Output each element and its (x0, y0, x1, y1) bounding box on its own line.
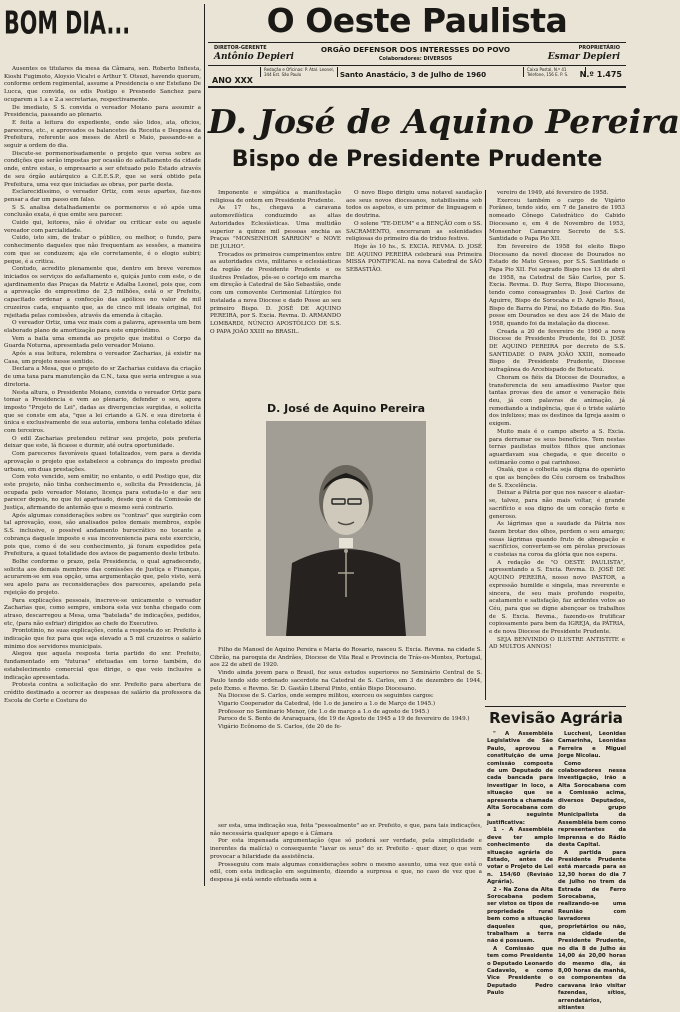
bishop-photo (266, 421, 426, 636)
left-column-paragraph: Vem a baila uma emenda ao projeto que institui o Corpo da Guarda Noturna, apresentada pelo vereador Moiano. (4, 336, 201, 351)
agraria-column-1 (487, 731, 553, 887)
bio-paragraph: Paroco de S. Bento de Araraquara, (de 19 de Agosto de 1945 a 19 de fevereiro de 1949.) (210, 716, 482, 724)
agraria-paragraph: 1 - A Assembléia deve ter amplo conhecimento da situação agrária do Estado, antes de votar o Projeto de Lei n. 154/60 (Revisão Agrária). (487, 827, 553, 886)
left-column-paragraph: E feita a leitura do expediente, onde são lidos, ata, oficios, pareceres, etc., e aprovados os balancetes da Receita e Despesa da Prefeitura, referente aos meses de Abril e Maio, passando-se a seguir a ordem do dia. (4, 120, 201, 151)
left-column-paragraph: De imediato, S S. convida o vereador Moiano para assumir a Presidencia, passando ao plenario. (4, 105, 201, 120)
left-column-paragraph: Com voto vencido, sem emitir, no entanto, o edil Postigo que, diz este projeto, não tinha conhecimento e, solicita da Presidencia, já ocupada pelo vereador Moiano, licença para estuda-lo e dar seu parecer depois, no que foi aparteado, desde que é da Comissão de Justiça, afirmando de antemão que o mesmo será contrario. (4, 474, 201, 513)
article-paragraph: Por esta impensada argumentação (que só poderá ser verdade, pela simplicidade e inerentes da malícia) o consequente "lavar os seus" do sr. Prefeito - quer dizer, o que vem provocar a hilaridade da assistência. (210, 838, 482, 861)
director-label: DIRETOR-GERENTE (214, 45, 267, 51)
article-paragraph: A redação de "O OESTE PAULISTA", apresentando a S. Excia. Revma. D. JOSÉ DE AQUINO PEREIRA, nosso novo PASTOR, a expressão humilde e singela, mas reverente e sincera, de seu mais profundo respeito, acatamento e satisfação, faz ardentes votos ao Céu, para que se digne abençoar os trabalhos de S. Excia. Revma., fazendo-os frutificar copiosamente para bem da IGREJA, da PÁTRIA, e de nova Diocese de Presidente Prudente. (489, 560, 625, 637)
article-paragraph: vereiro de 1949, até fevereiro de 1958. (489, 190, 625, 198)
column-divider (204, 4, 205, 886)
bio-paragraph: Na Diocese de S. Carlos, onde sempre militou, exerceu os seguintes cargos: (210, 693, 482, 701)
office-address: Redação e Oficinas: P. Atal. Leonel, 344 Est. São Paulo (260, 67, 338, 77)
dateline-top-rule (208, 65, 626, 66)
director-name: Antônio Depieri (214, 52, 294, 62)
photo-title: D. José de Aquino Pereira (210, 402, 482, 416)
left-column-paragraph: Após algumas considerações sobre os "contras" que surgirão com tal aprovação, esse, são analisados pelos demais membros, expõe S.S. inclusive, o possivel andamento burocrático no tocante a cobrança daquele imposto e sua inconveniencia para este exercicio, pois que, como é de seu conhecimento, já foram expedidos pela Prefeitura, a quasi totalidade dos avisos de pagamento deste tributo. (4, 513, 201, 559)
agraria-paragraph: " A Assembléia Legislativa de São Paulo, aprovou a constituição de uma comissão composta de um Deputado de cada bancada para investigar in loco, a situação que se apresenta a chamada Alta Sorocabana com a seguinte justificativa: (487, 731, 553, 827)
article-column-1 (210, 190, 341, 400)
bio-text (210, 647, 482, 819)
agraria-paragraph: 2 - Na Zona da Alta Sorocabana podem ser vistos os tipos de propriedade rural bem como a situação daqueles que, trabalham a terra não é possuem. (487, 887, 553, 946)
article-paragraph: As lágrimas que a saudade da Pátria nos fazem brotar dos olhos, perdem o seu amargo; essas lágrimas quando fruto de abnegação e sacrifícios, convertem-se em pérolas preciosas e custeias na coroa da glória que nos espera. (489, 521, 625, 560)
article-paragraph: Muito mais é o campo aberto a S. Excia. para derramar os seus benefícios. Tem nestas terras paulistas muitos filhos que ancionas aguardavam sua chegada, e que deceito o estimarão como o pai carinhoso. (489, 429, 625, 468)
agraria-column-2 (558, 731, 626, 887)
article-column-2 (346, 190, 482, 400)
left-column-paragraph: Com pareceres favoráveis quasi totalizados, vem para a devida aprovação o projeto que estabelece a cobrança do imposto predial urbano, em duas prestações. (4, 451, 201, 474)
bom-dia-heading: BOM DIA... (4, 8, 201, 54)
article-paragraph: Creada a 20 de fevereiro de 1960 a nova Diocese de Presidente Prudente, foi D. JOSÉ DE AQUINO PEREIRA por decreto de S.S. SANTIDADE O PAPA JOÃO XXIII, nomeado Bispo de Presidente Prudente, Diocese sufragânea do Arcebispado de Botucatú. (489, 329, 625, 375)
masthead-rule (208, 42, 626, 43)
article-paragraph: Hoje às 10 hs., S. EXCIA. REVMA. D. JOSÉ DE AQUINO PEREIRA celebrará sua Primeira MISSA PONTIFICAL na nova Catedral de SÃO SEBASTIÃO. (346, 244, 482, 275)
photo-block (210, 397, 482, 647)
left-column-paragraph: Após a sua leitura, relembra o vereador Zacharias, já existir na Casa, um projeto nesse sentido. (4, 351, 201, 366)
left-column-paragraph: Esclarecidissimo, o vereador Ortiz, com seus apartes, faz-nos pensar a dar um passo em falso. (4, 189, 201, 204)
article-paragraph: Oxalá, que a colheita seja digna do operário e que as benções do Céu coroem os trabalhos de S. Excelência. (489, 467, 625, 490)
left-column-paragraph: S S. analisa detalhadamente os pormenores e só após uma conclusão exata, é que emite seu parecer. (4, 205, 201, 220)
left-column-paragraph: Ausentes os titulares da mesa da Câmara, sen. Roberto Infiesta, Kioshi Fugimoto, Aloysio Vicalvi e Arthur Y. Otsuzi, havendo quorum, conforme ordem regimental, assume a Presidencia o snr Estefano De Lucca, que convida, os edis Postigo e Presnedo Sanchez para ocuparem a 1.a e 2.a secretarias, respectivamente. (4, 66, 201, 105)
contributors: Colaboradores: DIVERSOS (303, 56, 528, 62)
article-paragraph: SEJA BENVINDO O ILUSTRE ANTISTITE e AD MULTOS ANNOS! (489, 637, 625, 652)
left-column-paragraph: Discute-se pormenorisadamente o projeto que versa sobre as condições que serão impostas por ocasião do asfaltamento da cidade onde, entre estas, o empresario a ser efetuado pelo Estado através de seu órgão autárquico a C.E.E.S.P., que se será obtido pela Prefeitura, uma vez que iniciadas as obras, por parte desta. (4, 151, 201, 190)
left-column-paragraph: Para explicações pessoais, inscreve-se unicamente o vereador Zacharias que, como sempre, embora esta vez tenha chegado com atraso, descarregou a Mesa, uma "batelada" de indicações, pedidos, etc, (para não esfriar) dirigidos ao chefe do Executivo. (4, 598, 201, 629)
agraria-paragraph: Lucchesi, Leonidas Camarinha, Leonidas Ferreira e Miguel Jorge Nicolau. (558, 731, 626, 761)
article-column-3 (489, 190, 625, 702)
postal-info: Caixa Postal, N.º 41 Telefone, 156 E. P. S. (523, 67, 586, 77)
bio-paragraph: Vigario Cooperador da Catedral, (de 1.o de janeiro a 1.o de Março de 1945.) (210, 701, 482, 709)
bio-paragraph: Professor no Seminario Menor, (de 1.o de março a 1.o de agosto de 1945.) (210, 709, 482, 717)
tagline: ORGÃO DEFENSOR DOS INTERESSES DO POVO (303, 45, 528, 54)
article-paragraph: Em fevereiro de 1958 foi eleito Bispo Diocesano da novel diocese de Dourados no Estado de Mato Grosso, por S.S. Santidade o Papa Pio XII. Foi sagrado Bispo nos 13 de abril de 1958, na Catedral de São Carlos, por S. Excia. Revma. D. Ruy Serra, Bispo Diocesano, tendo como consagrantes D. José Carlos de Aguirre, Bispo de Sorocaba e D. Agnelo Rossi, Bispo de Barra do Piraí, no Estado do Rio. Sua posse em Dourados se deu aos 24 de Maio de 1958, quando foi da instalação da diocese. (489, 244, 625, 329)
left-column-paragraph: Declara a Mesa, que o projeto do sr Zacharias cuidava da criação de uma taxa para manutenção da C.N., taxa que seria entregue a sua diretoria. (4, 366, 201, 389)
article-paragraph: As 17 hs., chegava a caravana automovilística conduzindo as altas Autoridades Eclesiásticas. Uma multidão superior a quinze mil pessoas enchia as Praças "MONSENHOR SARRION" e NOVE DE JULHO". (210, 205, 341, 251)
left-column-paragraph: O vereador Ortiz, uma vez mais com a palavra, apresenta um bem elaborado plano de amortização para este empréstimo. (4, 320, 201, 335)
article-paragraph: Choram os fiéis da Diocese de Dourados, a transferencia de seu amadíssimo Pastor que tantas provas deu de amor e veneração fiéis deu, já com palavras de animação, já remediando a indigência, que é o triste salário dos infelizes; mas os destinos da Igreja assim o exigem. (489, 375, 625, 429)
agraria-paragraph: A Comissão que tem como Presidente o Deputado Leonardo Cadavelo, e como Vice Presidente o Deputado Pedro Paulo (487, 946, 553, 998)
owner-name: Esmar Depieri (548, 52, 620, 62)
left-column-paragraph: Contudo, acredito plenamente que, dentro em breve veremos iniciados os serviços do asfaltamento e, quiçás junto com este, o de ajardinamento das Praças da Matriz e Adalba Leonel, pois que, com a aprovação do emprestimo de 2,5 milhões, está o sr Prefeito, capacitado ordenar a confecção das apólices no valor de mil cruzeiros cada, enquanto que, as de cinco mil ideais original, foi rejeitada pelas comissões, através da emenda à citação. (4, 266, 201, 320)
year-box (212, 68, 260, 84)
left-column-paragraph: Protesta contra a solicitação do snr. Prefeito para abertura de crédito destinado a ocorrer as despesas de salário da professora da Escola de Corte e Costura do (4, 682, 201, 705)
headline-subtitle: Bispo de Presidente Prudente (208, 147, 626, 173)
bio-paragraph: Filho de Manoel de Aquino Pereira e Maria do Rosario, nasceu S. Excia. Revma. na cidade S. Cibrão, na paroquia de Andrães, Diocese de Vila Real e Provincia de Trás-os-Montes, Portugal, aos 22 de abril de 1920. (210, 647, 482, 670)
dateline-bottom-rule (208, 86, 626, 88)
left-column-paragraph: Nesta altura, o Presidente Moiano, convida o vereador Ortiz para tomar a Presidencia e vem ao plenario, defender o seu, agora imposto "Projeto de Lei", dadas as divergencias surgidas, e solicita que se conste em ata, "que a lei criando a G.N. e sua diretoria é única e exclusivamente de sua autoria, embora tenha coletado idéias com terceiros. (4, 390, 201, 436)
masthead (208, 4, 626, 88)
headline-title: D. José de Aquino Pereira (208, 104, 626, 140)
left-column-paragraph: Bolhe conforme o prazo, pela Presidencia, o qual agradecendo, solicita aos demais membros das comissões de Justiça e Finanças, acurarem-se em sua opção, uma argumentação que, pelo visto, será seu apelo para as reconsiderações dos pareceres, apelando pela rejeição do projeto. (4, 559, 201, 598)
date-line: Santo Anastácio, 3 de Julho de 1960 (338, 70, 488, 80)
left-column-paragraph: O edil Zacharias pretendeu retirar seu projeto, pois preferia deixar que este, lá ficasse e durmir, até outra oportunidade. (4, 436, 201, 451)
left-column-paragraph: Prontotinio, no suas explicações, conta a resposta do sr. Prefeito à indicação que fez para que seja elevado a 5 mil cruzeiros o salário minimo dos servidores municipais. (4, 628, 201, 651)
left-column-paragraph: Cuido qui, leitores, não é olvidar ou criticar este ou aquele vereador com parcialidade. (4, 220, 201, 235)
left-column (4, 6, 201, 886)
agraria-paragraph: A partida para Presidente Prudente está marcada para as 12,30 horas do dia 7 de julho no trem da Estrada de Ferro Sorocabana, realizando-se uma Reunião com lavradores proprietários ou não, na cidade de Presidente Prudente, no dia 8 de Julho ás 14,00 ás 20,00 horas do mesmo dia, ás 8,00 horas da manhã, os componentes da caravana irão visitar fazendas, sítios, arrendatários, sitiantes (558, 850, 626, 1012)
year: ANO XXX (212, 76, 253, 85)
left-column-paragraph: Alegou que aquela resposta teria partido do snr. Prefeito, fundamentado em "futuras" efetuadas em torno também, do estabelecimento comercial que dirige, o que veio inclusive a indicação apresentada. (4, 651, 201, 682)
issue-number: N.º 1.475 (580, 70, 622, 80)
masthead-title: O Oeste Paulista (208, 4, 626, 38)
agraria-title: Revisão Agrária (486, 710, 626, 727)
article-paragraph: ser esta, uma indicação sua, feita "pessoalmente" ao sr. Prefeito, e que, para tais indicações, não necessária qualquer apego e à Câmara (210, 823, 482, 838)
bio-paragraph: Vindo ainda jovem para o Brasil, fez seus estudos superiores no Seminário Central de S. Paulo tendo sido ordenado sacerdote na Catedral de S. Carlos, em 3 de dezembro de 1944, pelo Exmo. e Revmo. Sr. D. Gastão Liberal Pinto, então Bispo Diocesano. (210, 670, 482, 693)
bio-paragraph: Vigário Ecônomo de S. Carlos, (de 20 de fe- (210, 724, 482, 732)
article-paragraph: O solene "TE-DEUM" e a BENÇÃO com o SS. SACRAMENTO, encerraram as solenidades religiosas do primeiro dia do triduo festivo. (346, 221, 482, 244)
headline-block (208, 92, 626, 188)
agraria-top-rule (485, 706, 626, 707)
article-paragraph: O novo Bispo dirigiu uma notavel saudação aos seus novos diocesanos, notabilissima sob todos os aspetos, e um primor de linguagem e de doutrina. (346, 190, 482, 221)
article-divider (485, 190, 486, 700)
left-column-paragraph: Cuido, isto sim, de tratar o público, ou melhor, o fundo, para conhecimento daqueles que não frequentam as sessões, a maneira com que se conduzem; aja ele corretamente, é o elogio subiri; peque, é a critica. (4, 235, 201, 266)
article-paragraph: Trocados os primeiros cumprimentos entre as autoridades civis, militares e eclesiásticas da região de Presidente Prudente e os ilustres Prelados, pôs-se o cortejo em marcha em direção à Catedral de São Sebastião, onde com um comovente Cerimonial Litúrgico foi instalada a nova Diocese e dado Posse ao seu primeiro Bispo. D. JOSÉ DE AQUINO PEREIRA, por S. Excia. Revma. D. ARMANDO LOMBARDI, NÚNCIO APOSTÓLICO DE S.S. O PAPA JOÃO XXIII no BRASIL. (210, 252, 341, 337)
owner-label: PROPRIETÁRIO (579, 45, 620, 51)
agraria-paragraph: Como colaboradores nessa investigação, irão a Alta Sorocabana com a Comissão acima, diversos Deputados, do grupo Municipalista da Assembléia bem como representantes da Imprensa e do Rádio desta Capital. (558, 761, 626, 850)
article-paragraph: Prosseguiu com mais algumas considerações sobre o mesmo assunto, uma vez que está o edil, com esta indicação em seguimento, dizendo a surpresa e que, no caso de vez que a despesa já está sendo efetuada sem a (210, 862, 482, 885)
article-paragraph: Exerceu também o cargo de Vigário Forâneo, tendo sido, em 7 de Janeiro de 1953 nomeado Cônego Catedrático do Cabido Diocesano e, em 4 de Novembro de 1953, Monsenhor Camareiro Secreto de S.S. Santidade o Papa Pio XII. (489, 198, 625, 244)
article-paragraph: Imponente e simpática a manifestação religiosa de ontem em Presidente Prudente. (210, 190, 341, 205)
portrait-illustration (266, 421, 426, 636)
article-paragraph: Deixar a Pátria por que nos nascer e alastar-se, talvez, para não mais voltar, é grande sacrifício e soa digno de um coração forte e generoso. (489, 490, 625, 521)
left-column-text (4, 66, 201, 705)
article-continuation (210, 823, 482, 887)
